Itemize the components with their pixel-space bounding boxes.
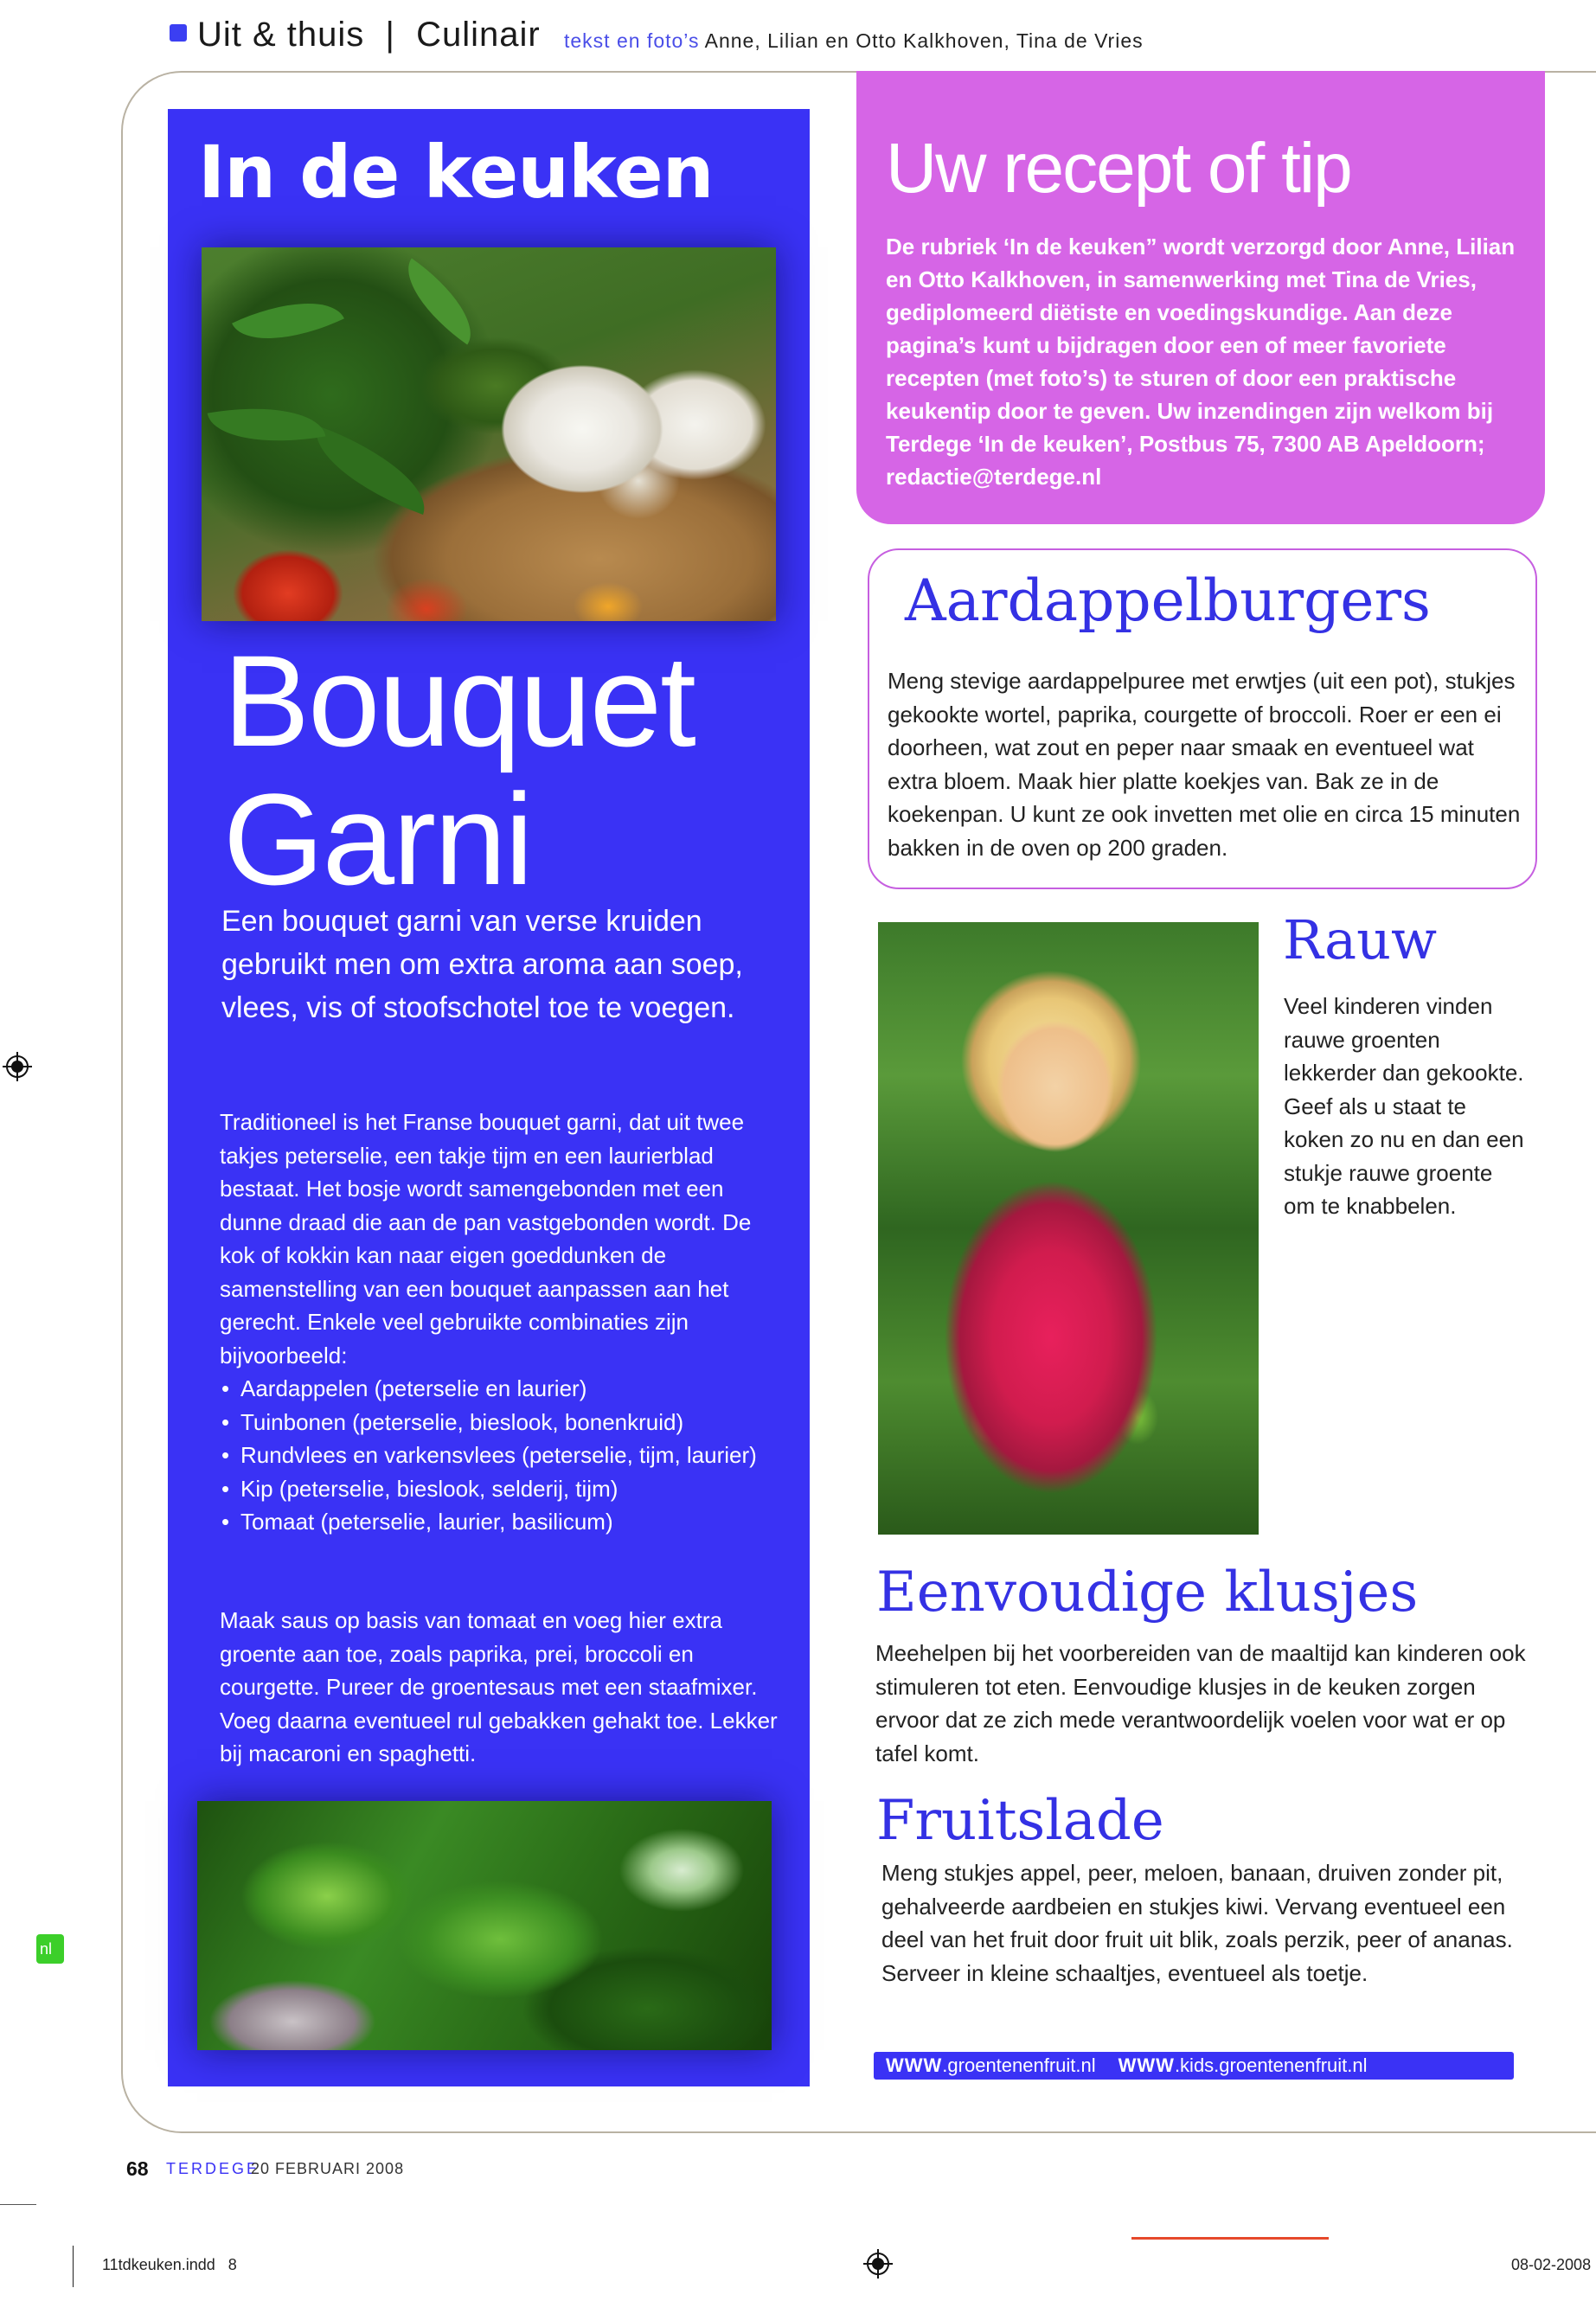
link-1-prefix: WWW bbox=[886, 2054, 943, 2076]
website-links-bar bbox=[874, 2052, 1514, 2080]
link-1-domain: .groentenenfruit.nl bbox=[942, 2054, 1096, 2076]
author-credit bbox=[564, 29, 1144, 53]
credit-names: Anne, Lilian en Otto Kalkhoven, Tina de Vries bbox=[704, 29, 1144, 52]
rauw-body: Veel kinderen vinden rauwe groenten lekkerder dan gekookte. Geef als u staat te koken zo nu en dan een stukje rauwe groente om te knabbelen. bbox=[1284, 993, 1524, 1219]
fruitslade-body: Meng stukjes appel, peer, meloen, banaan, druiven zonder pit, gehalveerde aardbeien en stukjes kiwi. Vervang eventueel een deel van het fruit door fruit uit blik, zoals perzik, peer of ananas. Serveer in kleine schaaltjes, eventueel als toetje. bbox=[881, 1860, 1513, 1986]
list-item: • Tuinbonen (peterselie, bieslook, bonenkruid) bbox=[220, 1406, 782, 1439]
child-with-vegetables-photo bbox=[878, 922, 1259, 1535]
klusjes-body: Meehelpen bij het voorbereiden van de maaltijd kan kinderen ook stimuleren tot eten. Eenvoudige klusjes in de keuken zorgen ervoor dat ze zich mede verantwoordelijk voelen voor wat er op tafel komt. bbox=[875, 1640, 1526, 1766]
section-marker-icon bbox=[170, 24, 187, 42]
registration-mark-icon bbox=[863, 2249, 893, 2279]
intro-paragraph: Een bouquet garni van verse kruiden gebruikt men om extra aroma aan soep, vlees, vis of stoofschotel toe te voegen. bbox=[221, 905, 743, 1024]
list-item: • Aardappelen (peterselie en laurier) bbox=[220, 1372, 782, 1406]
issue-date: 20 FEBRUARI 2008 bbox=[251, 2160, 405, 2177]
credit-lead: tekst en foto’s bbox=[564, 29, 700, 52]
tip-box-body: De rubriek ‘In de keuken” wordt verzorgd door Anne, Lilian en Otto Kalkhoven, in samenwerking met Tina de Vries, gediplomeerd diëtiste en voedingskundige. Aan deze pagina’s kunt u bijdragen door een of meer favoriete recepten (met foto’s) te sturen of door een praktische keukentip door te geven. Uw inzendingen zijn welkom bij Terdege ‘In de keuken’, Postbus 75, 7300 AB Apeldoorn; redactie@terdege.nl bbox=[886, 234, 1516, 490]
recipe-body: Meng stevige aardappelpuree met erwtjes (uit een pot), stukjes gekookte wortel, paprika, courgette of broccoli. Roer er een ei doorheen, wat zout en peper naar smaak en eventueel wat extra bloem. Maak hier platte koekjes van. Bak ze in de koekenpan. U kunt ze ook invetten met olie en circa 15 minuten bakken in de oven op 200 graden. bbox=[888, 668, 1521, 861]
headline bbox=[223, 628, 695, 912]
crop-mark bbox=[0, 2204, 36, 2205]
website-link-1[interactable] bbox=[886, 2054, 1096, 2076]
list-item: • Kip (peterselie, bieslook, selderij, tijm) bbox=[220, 1472, 782, 1506]
vegetable-basket-photo bbox=[202, 247, 776, 621]
color-bar-mark bbox=[1131, 2237, 1329, 2240]
fresh-herbs-photo bbox=[197, 1801, 772, 2050]
combination-list bbox=[220, 1372, 782, 1539]
klusjes-title: Eenvoudige klusjes bbox=[876, 1561, 1419, 1625]
headline-line-2: Garni bbox=[223, 766, 532, 912]
slug-divider bbox=[73, 2246, 74, 2287]
list-item: • Tomaat (peterselie, laurier, basilicum) bbox=[220, 1505, 782, 1539]
section-label: Uit & thuis | Culinair bbox=[197, 16, 541, 54]
slug-filename: 11tdkeuken.indd 8 bbox=[102, 2256, 237, 2273]
recipe-title: Aardappelburgers bbox=[905, 567, 1431, 634]
language-tab: nl bbox=[36, 1934, 64, 1964]
body-paragraph-1-text: Traditioneel is het Franse bouquet garni, dat uit twee takjes peterselie, een takje tijm en een laurierblad bestaat. Het bosje wordt samengebonden met een dunne draad die aan de pan vastgebonden wordt. De kok of kokkin kan naar eigen goeddunken de samenstelling van een bouquet aanpassen aan het gerecht. Enkele veel gebruikte combinaties zijn bijvoorbeeld: bbox=[220, 1109, 752, 1368]
tip-box-title: Uw recept of tip bbox=[886, 129, 1351, 208]
registration-mark-icon bbox=[3, 1052, 32, 1081]
website-link-2[interactable] bbox=[1118, 2054, 1368, 2076]
slug-date: 08-02-2008 bbox=[1511, 2256, 1592, 2273]
fruitslade-title: Fruitslade bbox=[876, 1789, 1164, 1853]
body-paragraph-1 bbox=[220, 1106, 782, 1539]
body-paragraph-2: Maak saus op basis van tomaat en voeg hier extra groente aan toe, zoals paprika, prei, broccoli en courgette. Pureer de groentesaus met een staafmixer. Voeg daarna eventueel rul gebakken gehakt toe. Lekker bij macaroni en spaghetti. bbox=[220, 1607, 778, 1766]
publication-name: TERDEGE bbox=[166, 2160, 260, 2177]
rauw-title: Rauw bbox=[1283, 908, 1438, 971]
page-number: 68 bbox=[126, 2157, 149, 2180]
link-2-domain: .kids.groentenenfruit.nl bbox=[1174, 2054, 1368, 2076]
list-item: • Rundvlees en varkensvlees (peterselie, tijm, laurier) bbox=[220, 1439, 782, 1472]
headline-line-1: Bouquet bbox=[223, 628, 695, 773]
link-2-prefix: WWW bbox=[1118, 2054, 1175, 2076]
column-title: In de keuken bbox=[198, 130, 714, 215]
